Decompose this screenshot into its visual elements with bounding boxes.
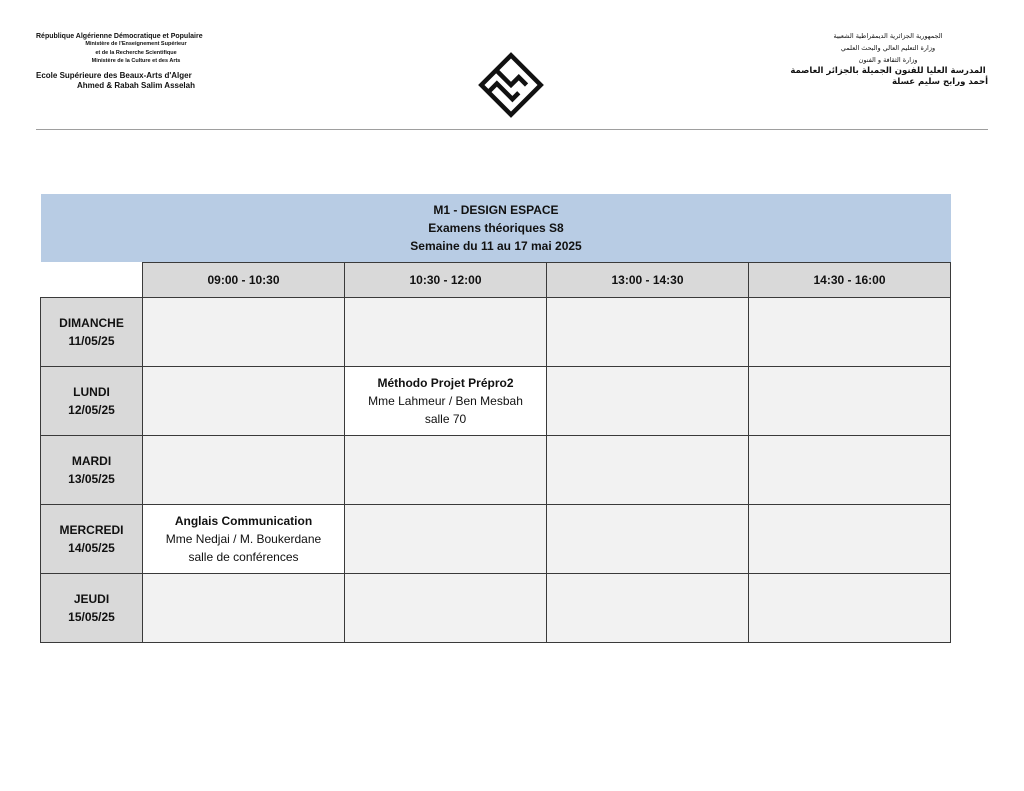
slot-header-3: 13:00 - 14:30: [547, 263, 749, 298]
empty-slot: [749, 436, 951, 505]
empty-slot: [547, 367, 749, 436]
exam-teachers: Mme Lahmeur / Ben Mesbah: [368, 394, 523, 408]
exam-timetable: [40, 262, 951, 643]
empty-slot: [547, 436, 749, 505]
ministry-culture-ar: وزارة الثقافة و الفنون: [858, 56, 918, 64]
table-row: [41, 298, 951, 367]
table-row: [41, 367, 951, 436]
day-date: 11/05/25: [68, 334, 115, 348]
table-row: [41, 436, 951, 505]
ministry-culture-fr: Ministère de la Culture et des Arts: [91, 58, 181, 64]
empty-slot: [547, 298, 749, 367]
table-row: [41, 574, 951, 643]
day-date: 14/05/25: [68, 541, 115, 555]
exam-room: salle de conférences: [188, 550, 299, 564]
exam-type-title: Examens théoriques S8: [428, 221, 564, 235]
day-header-mardi: [41, 436, 143, 505]
day-name: DIMANCHE: [59, 316, 124, 330]
exam-cell-anglais: [143, 505, 345, 574]
empty-slot: [143, 298, 345, 367]
corner-cell: [41, 263, 143, 298]
exam-teachers: Mme Nedjai / M. Boukerdane: [165, 532, 322, 546]
school-logo-icon: [478, 52, 544, 118]
schedule-banner: [41, 194, 951, 262]
day-name: MARDI: [71, 454, 112, 468]
empty-slot: [143, 367, 345, 436]
exam-title: Méthodo Projet Prépro2: [377, 376, 514, 390]
school-name-fr: Ecole Supérieure des Beaux-Arts d'Alger: [36, 70, 192, 80]
republic-name-ar: الجمهورية الجزائرية الديمقراطية الشعبية: [833, 32, 943, 40]
empty-slot: [749, 367, 951, 436]
day-header-mercredi: [41, 505, 143, 574]
program-title: M1 - DESIGN ESPACE: [433, 203, 559, 217]
slot-header-1: 09:00 - 10:30: [143, 263, 345, 298]
exam-room: salle 70: [424, 412, 467, 426]
day-date: 15/05/25: [68, 610, 115, 624]
school-patrons-ar: أحمد ورابح سليم عسلة: [892, 77, 988, 87]
school-patrons-fr: Ahmed & Rabah Salim Asselah: [77, 80, 195, 90]
empty-slot: [345, 505, 547, 574]
empty-slot: [143, 436, 345, 505]
empty-slot: [749, 505, 951, 574]
empty-slot: [547, 505, 749, 574]
day-header-jeudi: [41, 574, 143, 643]
empty-slot: [345, 436, 547, 505]
empty-slot: [749, 298, 951, 367]
empty-slot: [345, 298, 547, 367]
school-name-ar: المدرسة العليا للفنون الجميلة بالجزائر العاصمة: [790, 66, 986, 76]
day-name: LUNDI: [73, 385, 110, 399]
day-header-dimanche: [41, 298, 143, 367]
empty-slot: [547, 574, 749, 643]
table-row: [41, 505, 951, 574]
header-divider: [36, 129, 988, 130]
day-name: MERCREDI: [59, 523, 124, 537]
republic-name-fr: République Algérienne Démocratique et Populaire: [36, 33, 203, 40]
header-left-block: [36, 33, 236, 91]
day-date: 13/05/25: [68, 472, 115, 486]
exam-title: Anglais Communication: [174, 514, 313, 528]
day-date: 12/05/25: [68, 403, 115, 417]
ministry-higher-education-fr: Ministère de l'Enseignement Supérieur: [85, 41, 187, 47]
slot-header-4: 14:30 - 16:00: [749, 263, 951, 298]
exam-cell-methodo: [345, 367, 547, 436]
ministry-higher-education-ar: وزارة التعليم العالي والبحث العلمي: [840, 44, 936, 52]
week-range-title: Semaine du 11 au 17 mai 2025: [410, 239, 582, 253]
empty-slot: [345, 574, 547, 643]
slot-header-2: 10:30 - 12:00: [345, 263, 547, 298]
day-name: JEUDI: [73, 592, 110, 606]
header-right-block: [788, 30, 988, 88]
empty-slot: [143, 574, 345, 643]
day-header-lundi: [41, 367, 143, 436]
empty-slot: [749, 574, 951, 643]
ministry-research-fr: et de la Recherche Scientifique: [95, 49, 177, 56]
